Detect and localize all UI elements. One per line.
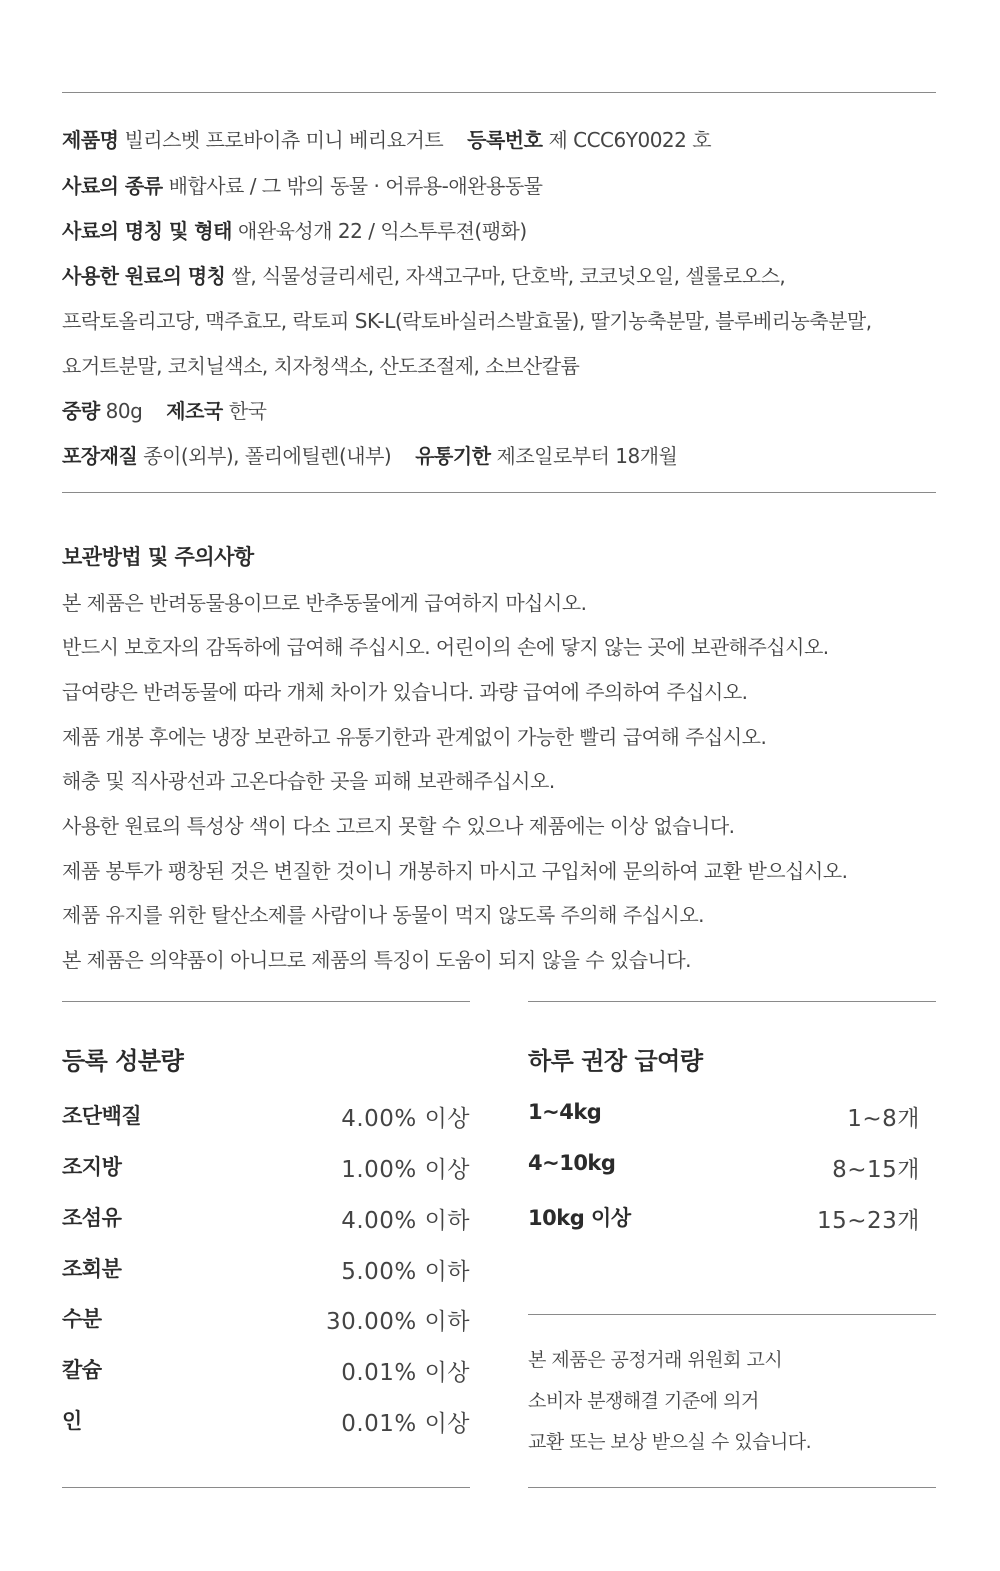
ingredients-line-3: 요거트분말, 코치닐색소, 치자청색소, 산도조절제, 소브산칼륨 — [62, 354, 580, 378]
nutrition-row — [62, 1253, 470, 1287]
expiry: 제조일로부터 18개월 — [496, 444, 678, 468]
nutrition-value: 0.01% 이상 — [341, 1411, 470, 1437]
nutrition-name: 조섬유 — [62, 1206, 122, 1230]
nutrition-bottom-divider — [62, 1487, 470, 1488]
care-line: 제품 봉투가 팽창된 것은 변질한 것이니 개봉하지 마시고 구입처에 문의하여 교환 받으십시오. — [62, 859, 848, 883]
nutrition-row — [62, 1151, 470, 1185]
info-row-ingredients — [62, 260, 785, 289]
nutrition-row — [62, 1303, 470, 1337]
product-name-label: 제품명 — [62, 128, 119, 152]
nutrition-value: 1.00% 이상 — [341, 1157, 470, 1183]
expiry-label: 유통기한 — [415, 444, 491, 468]
care-line: 해충 및 직사광선과 고온다습한 곳을 피해 보관해주십시오. — [62, 769, 555, 793]
feeding-amount: 1~8개 — [847, 1106, 920, 1132]
ingredients-label: 사용한 원료의 명칭 — [62, 264, 226, 288]
reg-no: 제 CCC6Y0022 호 — [548, 128, 712, 152]
weight: 80g — [105, 399, 143, 423]
info-row-packaging — [62, 440, 677, 469]
feed-name: 애완육성개 22 / 익스투루젼(팽화) — [237, 219, 527, 243]
nutrition-value: 30.00% 이하 — [326, 1309, 470, 1335]
nutrition-top-divider — [62, 1001, 470, 1002]
feeding-weight: 1~4kg — [528, 1100, 602, 1124]
nutrition-name: 칼슘 — [62, 1358, 102, 1382]
nutrition-value: 4.00% 이상 — [341, 1106, 470, 1132]
info-row-weight — [62, 395, 266, 424]
country-label: 제조국 — [166, 399, 223, 423]
country: 한국 — [228, 399, 267, 423]
feeding-row — [528, 1151, 920, 1185]
feeding-row — [528, 1100, 920, 1134]
nutrition-row — [62, 1354, 470, 1388]
nutrition-name: 수분 — [62, 1307, 102, 1331]
info-divider — [62, 492, 936, 493]
product-name: 빌리스벳 프로바이츄 미니 베리요거트 — [124, 128, 444, 152]
nutrition-name: 조회분 — [62, 1257, 122, 1281]
nutrition-value: 4.00% 이하 — [341, 1208, 470, 1234]
packaging-label: 포장재질 — [62, 444, 138, 468]
packaging: 종이(외부), 폴리에틸렌(내부) — [143, 444, 392, 468]
info-row-feed-type — [62, 170, 542, 199]
weight-label: 중량 — [62, 399, 100, 423]
feeding-top-divider — [528, 1001, 936, 1002]
nutrition-value: 5.00% 이하 — [341, 1259, 470, 1285]
info-row-feed-name — [62, 215, 527, 244]
notice-bottom-divider — [528, 1487, 936, 1488]
care-line: 제품 유지를 위한 탈산소제를 사람이나 동물이 먹지 않도록 주의해 주십시오. — [62, 903, 704, 927]
nutrition-row — [62, 1202, 470, 1236]
care-title: 보관방법 및 주의사항 — [62, 545, 254, 569]
care-line: 사용한 원료의 특성상 색이 다소 고르지 못할 수 있으나 제품에는 이상 없습니다. — [62, 814, 735, 838]
nutrition-name: 조지방 — [62, 1155, 122, 1179]
ingredients-line-1: 쌀, 식물성글리세린, 자색고구마, 단호박, 코코넛오일, 셀룰로오스, — [231, 264, 786, 288]
care-line: 제품 개봉 후에는 냉장 보관하고 유통기한과 관계없이 가능한 빨리 급여해 주십시오. — [62, 725, 767, 749]
top-divider — [62, 92, 936, 93]
feed-name-label: 사료의 명칭 및 형태 — [62, 219, 232, 243]
reg-no-label: 등록번호 — [467, 128, 543, 152]
feeding-amount: 8~15개 — [832, 1157, 920, 1183]
info-row-product — [62, 124, 711, 153]
notice-divider — [528, 1314, 936, 1315]
feed-type-label: 사료의 종류 — [62, 174, 163, 198]
nutrition-name: 인 — [62, 1409, 82, 1433]
nutrition-row — [62, 1405, 470, 1439]
feeding-amount: 15~23개 — [816, 1208, 920, 1234]
notice-line: 교환 또는 보상 받으실 수 있습니다. — [528, 1431, 812, 1453]
nutrition-name: 조단백질 — [62, 1104, 142, 1128]
feeding-weight: 4~10kg — [528, 1151, 616, 1175]
nutrition-row — [62, 1100, 470, 1134]
feeding-row — [528, 1202, 920, 1236]
notice-line: 소비자 분쟁해결 기준에 의거 — [528, 1390, 759, 1412]
care-line: 본 제품은 반려동물용이므로 반추동물에게 급여하지 마십시오. — [62, 591, 587, 615]
nutrition-value: 0.01% 이상 — [341, 1360, 470, 1386]
care-line: 급여량은 반려동물에 따라 개체 차이가 있습니다. 과량 급여에 주의하여 주십시오. — [62, 680, 748, 704]
feed-type: 배합사료 / 그 밖의 동물 · 어류용-애완용동물 — [168, 174, 543, 198]
feeding-weight: 10kg 이상 — [528, 1206, 631, 1230]
ingredients-line-2: 프락토올리고당, 맥주효모, 락토피 SK-L(락토바실러스발효물), 딸기농축분말, 블루베리농축분말, — [62, 309, 872, 333]
care-line: 반드시 보호자의 감독하에 급여해 주십시오. 어린이의 손에 닿지 않는 곳에 보관해주십시오. — [62, 635, 829, 659]
feeding-title: 하루 권장 급여량 — [528, 1047, 703, 1075]
nutrition-title: 등록 성분량 — [62, 1047, 184, 1075]
care-line: 본 제품은 의약품이 아니므로 제품의 특징이 도움이 되지 않을 수 있습니다. — [62, 948, 692, 972]
notice-line: 본 제품은 공정거래 위원회 고시 — [528, 1349, 783, 1371]
